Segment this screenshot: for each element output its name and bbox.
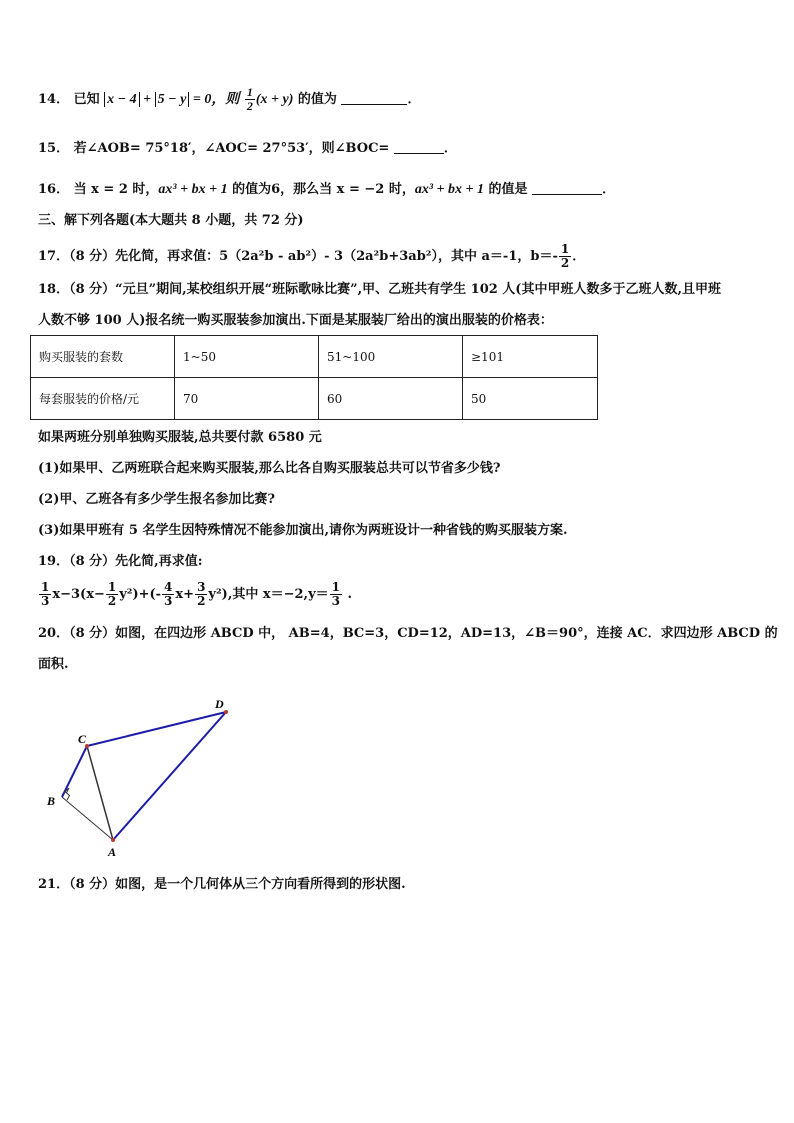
q14-abs-2: 5 − y (155, 92, 190, 107)
segment-da (113, 712, 226, 840)
q16-part-a: 当 x = 2 时， (73, 182, 159, 197)
q17-fraction: $\frac{1}{2}$ (560, 242, 570, 270)
question-20-line-2: 面积. (38, 657, 69, 672)
q16-expr-1: ax³ + bx + 1 (158, 182, 228, 197)
q16-part-b: 的值为6，那么当 x = −2 时， (227, 182, 415, 197)
q19-fraction: $\frac{1}{2}$ (107, 580, 117, 608)
q15-number: 15． (38, 141, 70, 156)
question-18-line-2: 人数不够 100 人)报名统一购买服装参加演出.下面是某服装厂给出的演出服装的价格表： (38, 313, 553, 328)
q19-fraction: $\frac{4}{3}$ (164, 580, 173, 608)
q14-abs-1: x − 4 (104, 92, 139, 107)
segment-bc (62, 746, 87, 797)
section-3-heading: 三、解下列各题(本大题共 8 小题，共 72 分) (38, 213, 304, 228)
q14-tail: 的值为 (293, 92, 337, 107)
question-20-line-1: 20．（8 分）如图，在四边形 ABCD 中， AB=4，BC=3，CD=12，AD=13，∠B＝90°，连接 AC．求四边形 ABCD 的 (38, 626, 778, 641)
q16-part-c: 的值是 (484, 182, 528, 197)
q16-number: 16． (38, 182, 70, 197)
q19-fraction: $\frac{1}{3}$ (331, 580, 340, 608)
point-d (224, 710, 228, 714)
table-cell: 50 (463, 378, 598, 420)
q16-expr-2: ax³ + bx + 1 (414, 182, 484, 197)
q14-expr: (x + y) (255, 92, 294, 107)
q18-total-payment: 如果两班分别单独购买服装,总共要付款 6580 元 (38, 430, 322, 445)
question-19-expression: $\frac{1}{3}$ x−3(x− $\frac{1}{2}$ y²)+(- $\frac{4}{3}$ x+ $\frac{3}{2}$ y²),其中 x＝−2,y＝ $\frac{1}{3}$ . (41, 580, 353, 608)
segment-ab (62, 797, 113, 840)
segment-cd (87, 712, 226, 746)
q14-fraction: $\frac{1}{2}$ (246, 85, 253, 113)
q14-eq: = 0，则 (189, 92, 240, 107)
q14-plus: + (139, 92, 155, 107)
table-cell: 70 (175, 378, 319, 420)
q19-fraction: $\frac{3}{2}$ (197, 580, 206, 608)
table-cell: 51~100 (319, 336, 463, 378)
segment-ac (87, 746, 113, 840)
right-angle-mark (65, 792, 70, 801)
q18-part-1: (1)如果甲、乙两班联合起来购买服装,那么比各自购买服装总共可以节省多少钱? (38, 461, 501, 476)
question-17: 17．（8 分）先化简，再求值：5（2a²b - ab²）- 3（2a²b+3ab²），其中 a＝-1，b＝- $\frac{1}{2}$ ． (38, 242, 586, 270)
label-a: A (108, 845, 117, 859)
q17-text: 17．（8 分）先化简，再求值：5（2a²b - ab²）- 3（2a²b+3ab²），其中 a＝-1，b＝- (38, 249, 558, 264)
q14-number: 14． (38, 92, 70, 107)
question-18-line-1: 18．（8 分）“元旦”期间,某校组织开展“班际歌咏比赛”,甲、乙班共有学生 102 人(其中甲班人数多于乙班人数,且甲班 (38, 282, 721, 297)
question-21: 21．（8 分）如图，是一个几何体从三个方向看所得到的形状图. (38, 877, 406, 892)
question-16: 16． 当 x = 2 时，ax³ + bx + 1 的值为6，那么当 x = −2 时，ax³ + bx + 1 的值是 ． (38, 182, 616, 197)
table-cell: 购买服装的套数 (31, 336, 175, 378)
q14-lead: 已知 (73, 92, 100, 107)
table-cell: 每套服装的价格/元 (31, 378, 175, 420)
point-a (111, 838, 115, 842)
question-15: 15． 若∠AOB= 75°18′，∠AOC= 27°53′，则∠BOC= ． (38, 141, 457, 156)
question-19-line-1: 19．（8 分）先化简,再求值: (38, 554, 203, 569)
label-c: C (78, 732, 87, 746)
table-cell: ≥101 (463, 336, 598, 378)
q15-text: 若∠AOB= 75°18′，∠AOC= 27°53′，则∠BOC= (73, 141, 390, 156)
q18-part-2: (2)甲、乙班各有多少学生报名参加比赛? (38, 492, 275, 507)
q18-part-3: (3)如果甲班有 5 名学生因特殊情况不能参加演出,请你为两班设计一种省钱的购买服装方案. (38, 523, 568, 538)
question-14: 14． 已知 x − 4 + 5 − y = 0，则 $\frac{1}{2}$ (x + y) 的值为 ． (38, 85, 421, 113)
q19-fraction: $\frac{1}{3}$ (41, 580, 50, 608)
table-cell: 60 (319, 378, 463, 420)
label-d: D (215, 697, 224, 711)
table-cell: 1~50 (175, 336, 319, 378)
label-b: B (47, 794, 56, 808)
